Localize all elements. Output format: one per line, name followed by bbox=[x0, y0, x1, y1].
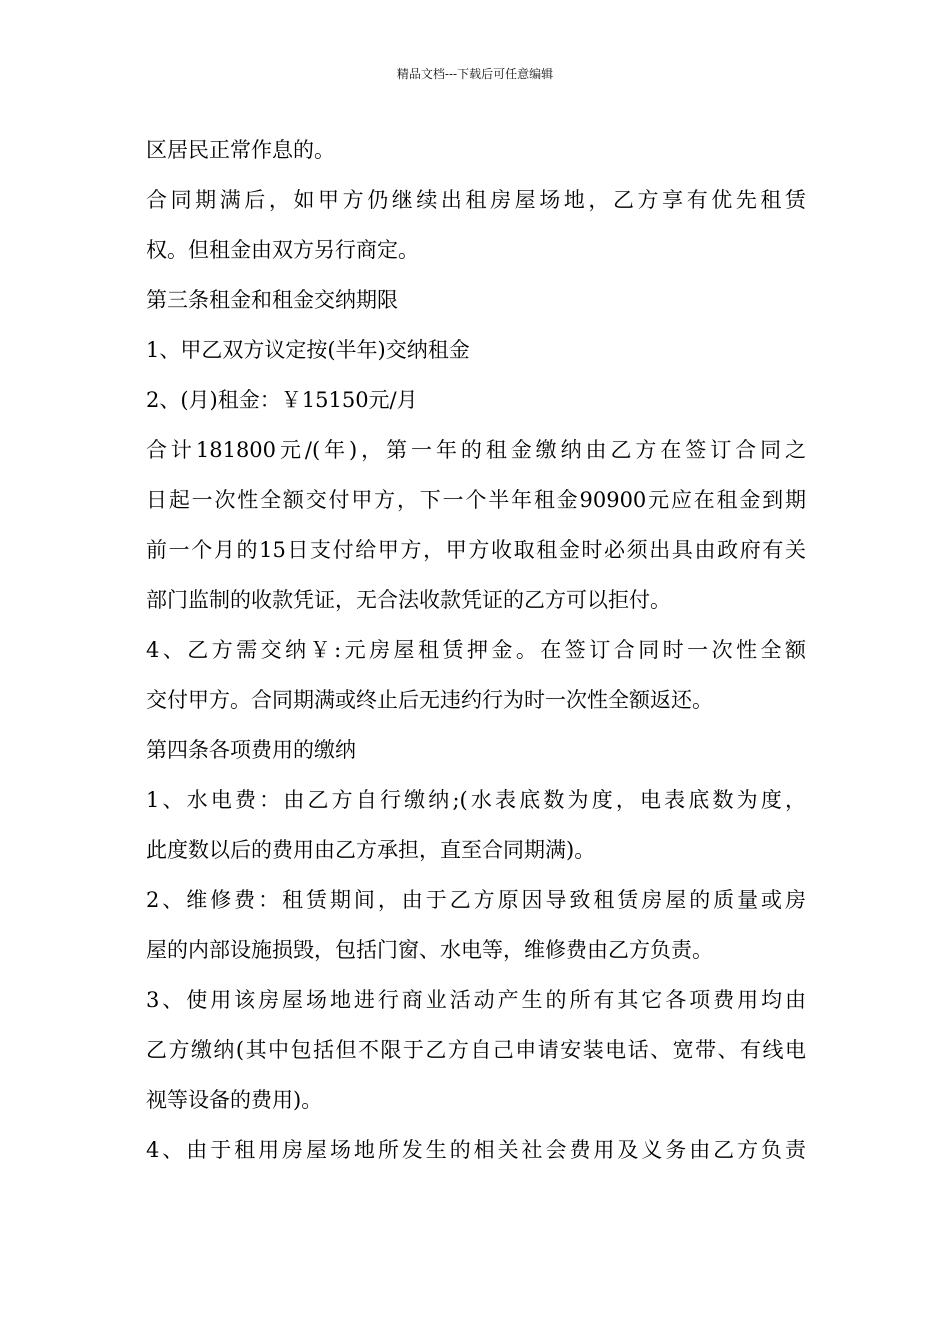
text-line: 2、(月)租金：￥15150元/月 bbox=[146, 388, 418, 412]
section-heading: 第四条各项费用的缴纳 bbox=[146, 738, 356, 762]
text-line: 2、维修费：租赁期间，由于乙方原因导致租赁房屋的质量或房 bbox=[146, 888, 806, 912]
text-line: 区居民正常作息的。 bbox=[146, 138, 335, 162]
section-heading: 第三条租金和租金交纳期限 bbox=[146, 288, 398, 312]
text-line: 交付甲方。合同期满或终止后无违约行为时一次性全额返还。 bbox=[146, 688, 713, 712]
text-line: 屋的内部设施损毁，包括门窗、水电等，维修费由乙方负责。 bbox=[146, 938, 713, 962]
text-line: 1、甲乙双方议定按(半年)交纳租金 bbox=[146, 338, 470, 362]
text-line: 4、由于租用房屋场地所发生的相关社会费用及义务由乙方负责 bbox=[146, 1138, 806, 1162]
text-line: 4、乙方需交纳￥:元房屋租赁押金。在签订合同时一次性全额 bbox=[146, 638, 806, 662]
text-line: 乙方缴纳(其中包括但不限于乙方自己申请安装电话、宽带、有线电 bbox=[146, 1038, 806, 1062]
text-line: 3、使用该房屋场地进行商业活动产生的所有其它各项费用均由 bbox=[146, 988, 806, 1012]
text-line: 前一个月的15日支付给甲方，甲方收取租金时必须出具由政府有关 bbox=[146, 538, 806, 562]
text-line: 部门监制的收款凭证，无合法收款凭证的乙方可以拒付。 bbox=[146, 588, 671, 612]
text-line: 合计181800元/(年)，第一年的租金缴纳由乙方在签订合同之 bbox=[146, 438, 806, 462]
page-header: 精品文档---下载后可任意编辑 bbox=[396, 67, 554, 81]
text-line: 合同期满后，如甲方仍继续出租房屋场地，乙方享有优先租赁 bbox=[146, 188, 806, 212]
text-line: 权。但租金由双方另行商定。 bbox=[146, 238, 419, 262]
text-line: 1、水电费：由乙方自行缴纳;(水表底数为度，电表底数为度， bbox=[146, 788, 806, 812]
text-line: 视等设备的费用)。 bbox=[146, 1088, 323, 1112]
text-line: 此度数以后的费用由乙方承担，直至合同期满)。 bbox=[146, 838, 596, 862]
text-line: 日起一次性全额交付甲方，下一个半年租金90900元应在租金到期 bbox=[146, 488, 806, 512]
